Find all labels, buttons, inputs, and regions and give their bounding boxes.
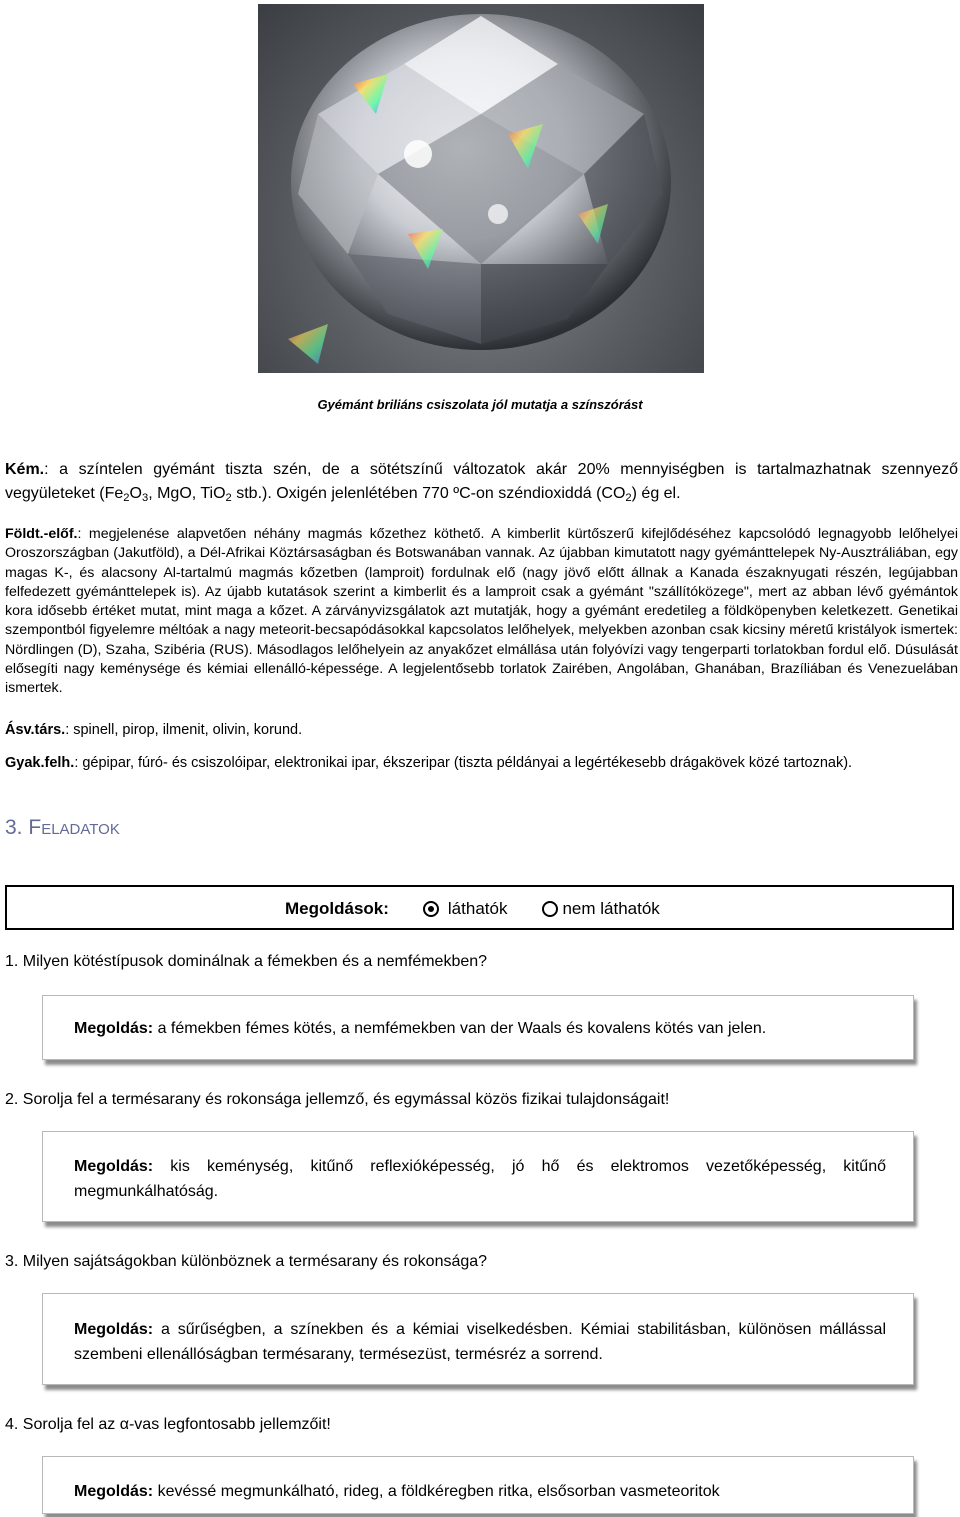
chemistry-paragraph: Kém.: a színtelen gyémánt tiszta szén, de a sötétszínű változatok akár 20% mennyiségben is tartalmazhatnak szennyező vegyületeket ($Fe_2O_3$, MgO, TiO$_2$ stb.). Oxigén jelenlétében 770 ºC-on széndioxiddá $(CO_2)$ ég el. — [5, 461, 958, 504]
answer-box-2: Megoldás: kis keménység, kitűnő reflexióképesség, jó hő és elektromos vezetőképesség, kitűnő megmunkálhatóság. — [42, 1131, 914, 1222]
associated-minerals-paragraph: Ásv.társ.: spinell, pirop, ilmenit, olivin, korund. — [5, 722, 303, 738]
practical-use-label: Gyak.felh. — [5, 755, 75, 771]
diamond-photo — [258, 4, 704, 373]
question-2: 2. Sorolja fel a termésarany és rokonsága jellemző, és egymással közös fizikai tulajdonságait! — [5, 1091, 670, 1108]
option-visible-label[interactable]: láthatók — [447, 899, 508, 918]
radio-selected-dot — [428, 906, 434, 912]
geology-label: Földt.-előf. — [5, 526, 78, 542]
chemistry-label: Kém. — [5, 461, 45, 478]
section-title: 3. FELADATOK — [5, 816, 120, 839]
associated-minerals-label: Ásv.társ. — [5, 722, 66, 738]
answer-box-3: Megoldás: a sűrűségben, a színekben és a kémiai viselkedésben. Kémiai stabilitásban, különösen mállással szembeni ellenállóságban termésarany, termésezüst, termésréz a sorrend. — [42, 1293, 914, 1385]
question-4: 4. Sorolja fel az α-vas legfontosabb jellemzőit! — [5, 1416, 331, 1433]
diamond-illustration — [258, 4, 704, 373]
photo-caption: Gyémánt briliáns csiszolata jól mutatja a színszórást — [317, 397, 643, 412]
answer-box-4: Megoldás: kevéssé megmunkálható, rideg, a földkéregben ritka, elsősorban vasmeteoritok — [42, 1456, 914, 1514]
geology-paragraph: Földt.-előf.: megjelenése alapvetően néhány magmás kőzethez köthető. A kimberlit kürtőszerű kifejlődéséhez kapcsolódó legnagyobb lelőhelyei Oroszországban (Jakutföld), a Dél-Afrikai Köztársaságban és Botswanában vannak. Az újabban kimutatott nagy gyémánttelepek Ny-Ausztráliában, egy magas K-, és alacsony Al-tartalmú magmás kőzetben (lamproit) fordulnak elő (nagy jövő előtt állnak a Kanada északnyugati részén, legújabban felfedezett gyémánttelepek is). Az újabb kutatások szerint a kimberlit és a lamproit csak a gyémánt "szállítóközege", mert az abban lévő gyémántok kora idősebb értéket mutat, mint maga a kőzet. A zárványvizsgálatok azt mutatják, hogy a gyémánt eredetileg a földköpenyben keletkezett. Genetikai szempontból figyelemre méltóak a nagy meteorit-becsapódásokkal kapcsolatos lelőhelyek, melyekben azonban csak kicsiny méretű kristályok ismertek: Nördlingen (D), Szaha, Szibéria (RUS). Másodlagos lelőhelyein az anyakőzet elmállása után folyóvízi vagy tengerparti torlatokban fordul elő. Dúsulását elősegíti nagy keménysége és kémiai ellenálló-képessége. A legjelentősebb torlatok Zairében, Angolában, Ghanában, Brazíliában és Venezuelában ismertek. — [5, 526, 958, 697]
radio-hidden[interactable] — [542, 901, 558, 917]
question-1: 1. Milyen kötéstípusok dominálnak a fémekben és a nemfémekben? — [5, 953, 488, 970]
option-hidden-label[interactable]: nem láthatók — [562, 899, 660, 918]
radio-visible[interactable] — [423, 901, 439, 917]
solutions-toggle-bar — [5, 885, 954, 930]
solutions-label: Megoldások: — [285, 899, 389, 918]
answer-box-1: Megoldás: a fémekben fémes kötés, a nemfémekben van der Waals és kovalens kötés van jelen. — [42, 995, 914, 1060]
practical-use-paragraph: Gyak.felh.: gépipar, fúró- és csiszolóipar, elektronikai ipar, ékszeripar (tiszta példányai a legértékesebb drágakövek közé tartoznak). — [5, 755, 853, 771]
question-3: 3. Milyen sajátságokban különböznek a termésarany és rokonsága? — [5, 1253, 488, 1270]
